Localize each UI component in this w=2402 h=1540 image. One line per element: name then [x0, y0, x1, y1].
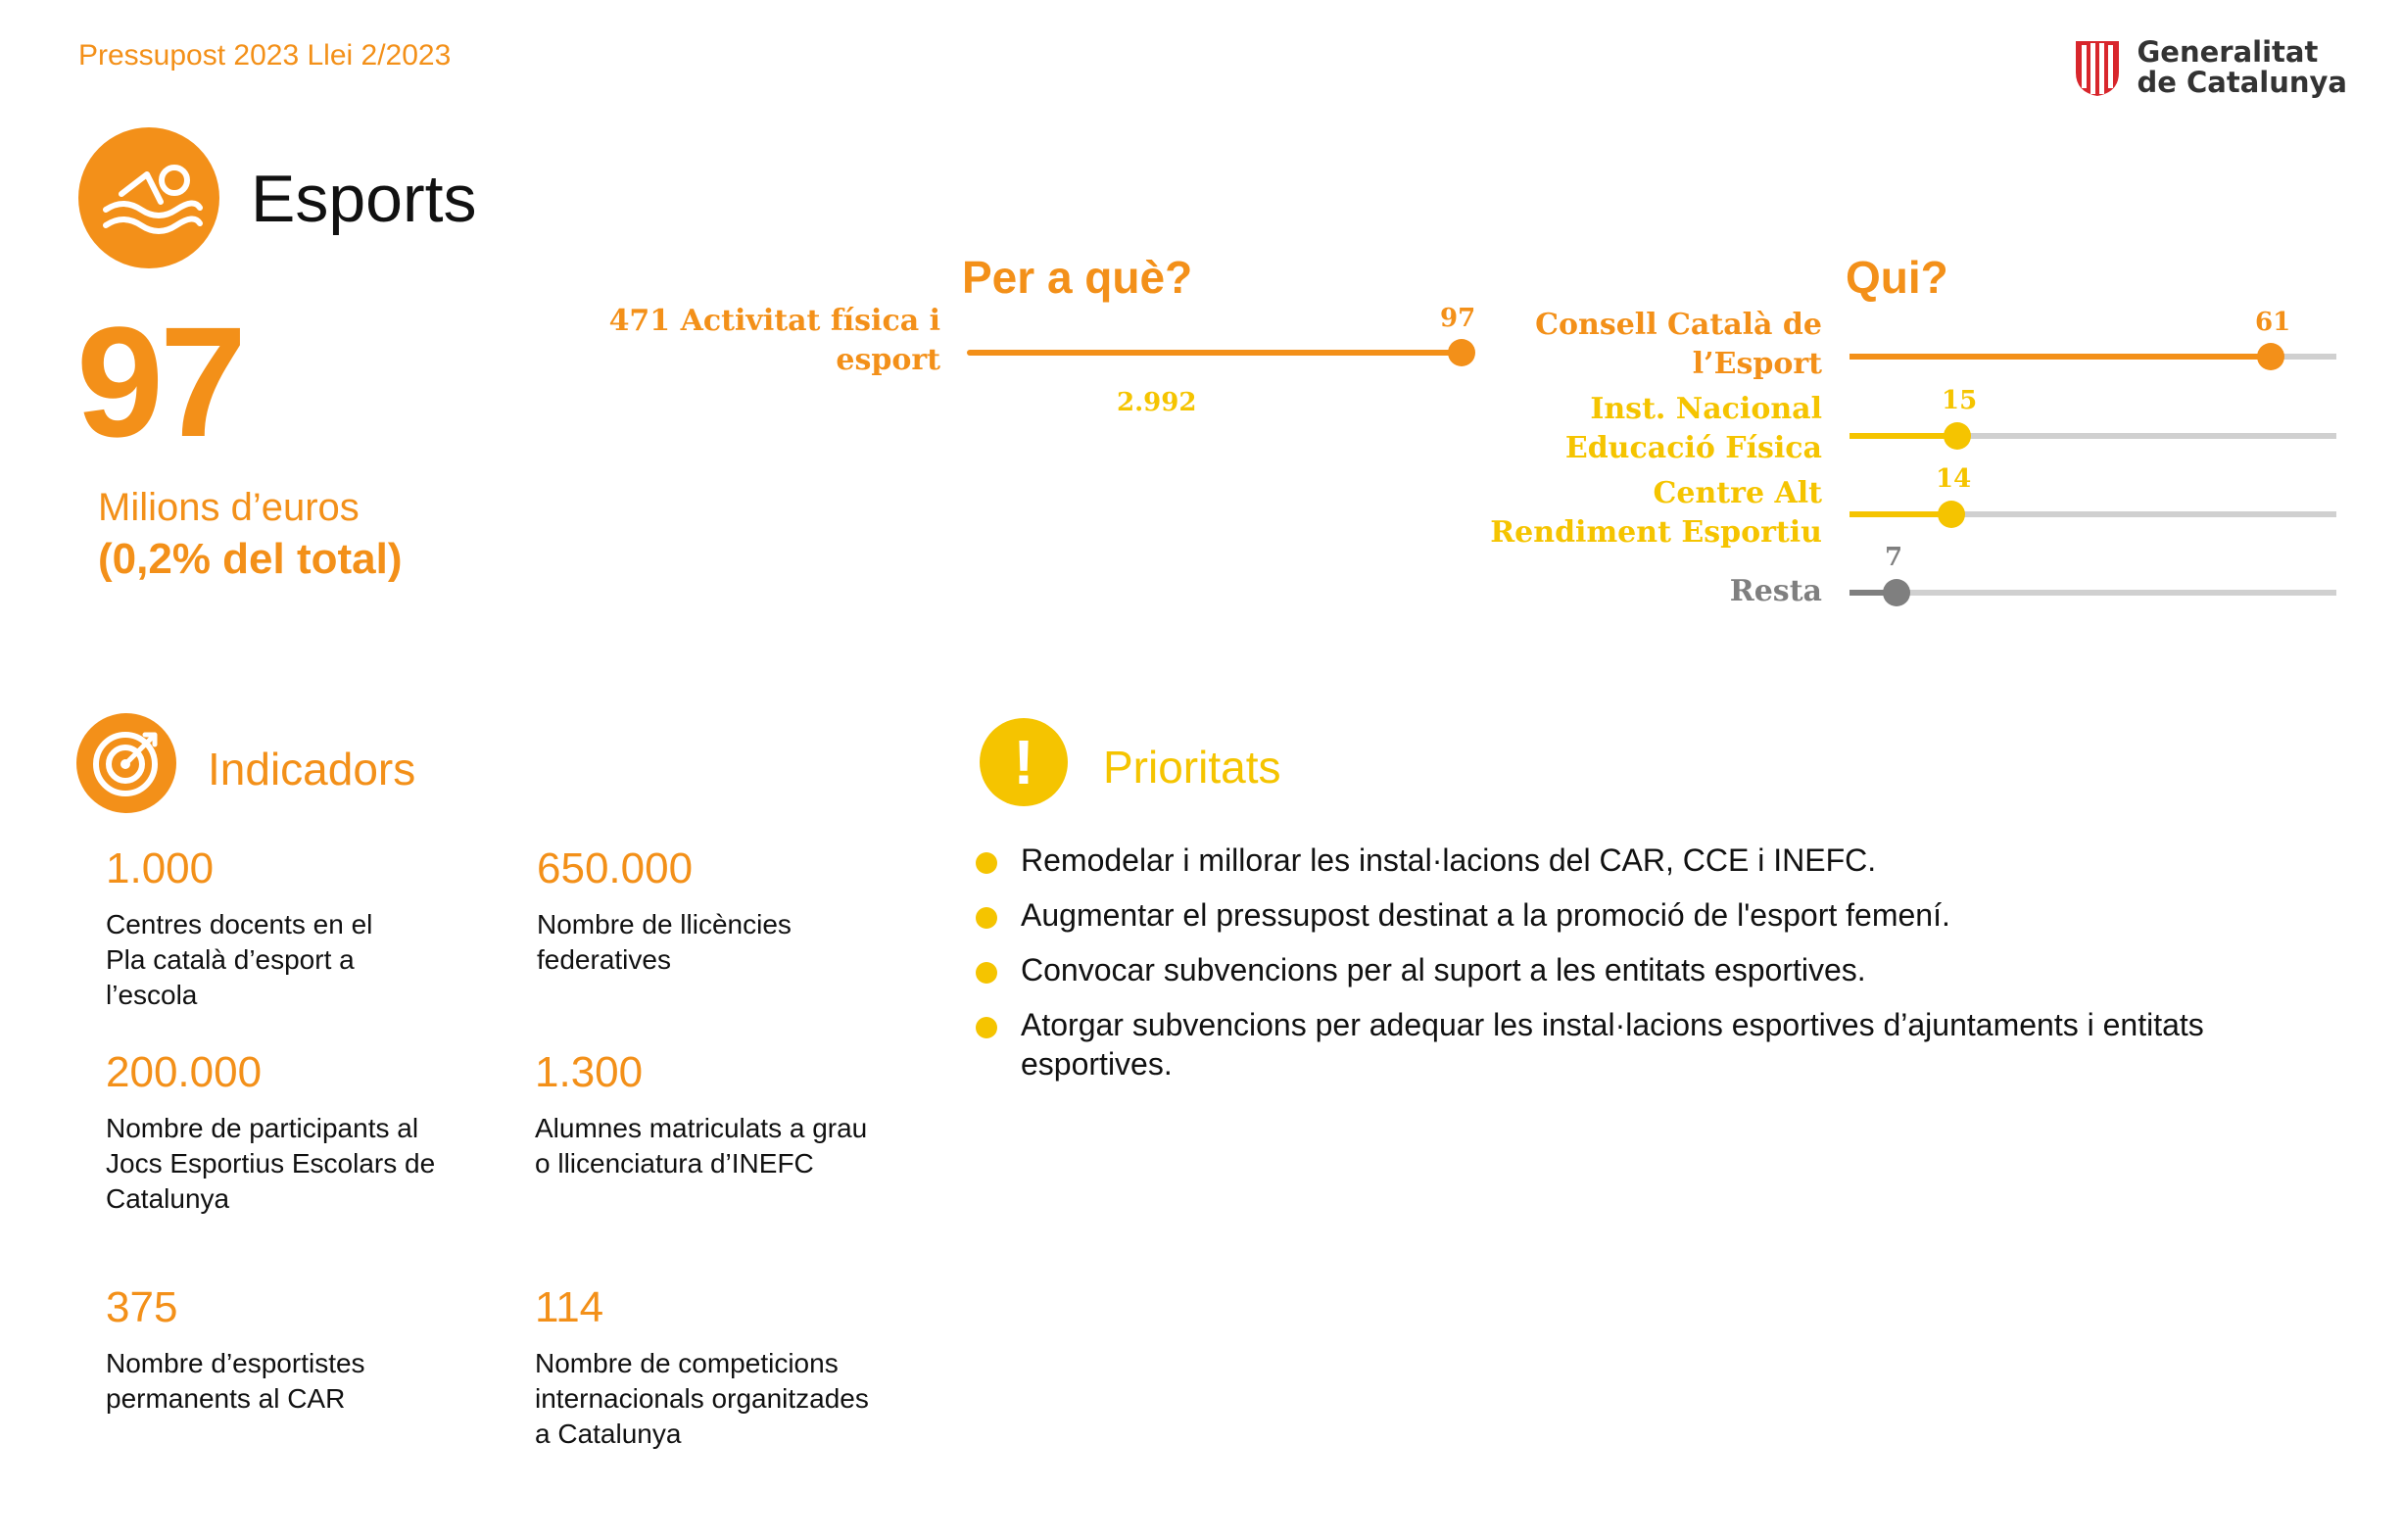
total-amount: 97: [76, 294, 243, 469]
indicator-label: [106, 1111, 517, 1217]
swimmer-icon: [78, 127, 219, 268]
exclamation-icon: !: [980, 718, 1068, 806]
indicator-label-line: Nombre de competicions: [535, 1348, 839, 1378]
bullet-dot-icon: [976, 907, 997, 929]
logo-line2: de Catalunya: [2137, 66, 2347, 99]
priority-item: [976, 1005, 2249, 1083]
per-que-label: [549, 302, 940, 380]
indicator-label: [535, 1111, 966, 1181]
qui-label-line2: l’Esport: [1692, 347, 1822, 381]
priority-item: [976, 950, 2249, 989]
logo-line1: Generalitat: [2137, 35, 2319, 69]
priority-text: Remodelar i millorar les instal·lacions del CAR, CCE i INEFC.: [1021, 842, 1877, 878]
qui-value-cce: 61: [2255, 308, 2291, 337]
section-title: Esports: [251, 162, 477, 236]
senyera-icon: [2072, 37, 2123, 98]
per-que-bar: [960, 333, 1489, 372]
indicator-label-line: Nombre de llicències: [537, 909, 792, 939]
bullet-dot-icon: [976, 1017, 997, 1038]
qui-bars: [1842, 294, 2351, 617]
indicator-item: [537, 844, 948, 978]
per-que-label-line2: esport: [836, 343, 940, 377]
priority-text: Atorgar subvencions per adequar les instal·lacions esportives d’ajuntaments i entitats esportives.: [1021, 1007, 2204, 1082]
qui-label-line1: Consell Català de: [1535, 308, 1822, 342]
priority-item: [976, 895, 2249, 935]
per-que-value: 97: [1440, 304, 1476, 333]
indicator-label-line: internacionals organitzades: [535, 1383, 869, 1414]
indicators-title: Indicadors: [208, 744, 416, 794]
indicator-item: [106, 844, 478, 1013]
priorities-list: [976, 841, 2249, 1099]
qui-title: Qui?: [1846, 252, 1948, 303]
indicator-label-line: federatives: [537, 944, 671, 975]
qui-label-line1: Resta: [1729, 574, 1822, 608]
qui-label-line1: Inst. Nacional: [1590, 392, 1822, 426]
per-que-label-line1: 471 Activitat física i: [608, 304, 940, 338]
indicator-value: 114: [535, 1283, 604, 1331]
indicator-value: 375: [106, 1283, 178, 1331]
indicator-label-line: Alumnes matriculats a grau: [535, 1113, 868, 1143]
qui-bar-inefc: [1850, 422, 2336, 450]
qui-label-car: [1430, 474, 1822, 553]
indicator-label-line: Pla català d’esport a: [106, 944, 355, 975]
indicator-label-line: permanents al CAR: [106, 1383, 346, 1414]
indicator-item: [106, 1048, 517, 1217]
priority-text: Augmentar el pressupost destinat a la promoció de l'esport femení.: [1021, 897, 1950, 933]
priority-item: [976, 841, 2249, 880]
indicator-value: 1.300: [535, 1048, 644, 1096]
indicator-value: 200.000: [106, 1048, 263, 1096]
qui-label-cce: [1430, 306, 1822, 384]
indicator-label-line: Catalunya: [106, 1183, 230, 1214]
qui-label-line2: Educació Física: [1564, 431, 1822, 465]
qui-label-line2: Rendiment Esportiu: [1490, 515, 1822, 550]
total-unit: Milions d’euros: [98, 486, 360, 529]
per-que-subvalue: 2.992: [1117, 388, 1197, 417]
indicator-value: 1.000: [106, 844, 215, 892]
qui-value-car: 14: [1936, 464, 1972, 494]
indicator-label: [537, 907, 948, 978]
indicator-label-line: o llicenciatura d’INEFC: [535, 1148, 814, 1179]
indicator-item: [535, 1048, 966, 1181]
indicator-item: [535, 1283, 966, 1452]
indicator-label: [535, 1346, 966, 1452]
target-icon: [76, 713, 176, 813]
per-que-title: Per a què?: [962, 252, 1193, 303]
bullet-dot-icon: [976, 852, 997, 874]
generalitat-logo: [2072, 37, 2347, 98]
indicator-label: [106, 1346, 517, 1417]
total-share: (0,2% del total): [98, 535, 403, 583]
indicator-label-line: Jocs Esportius Escolars de: [106, 1148, 436, 1179]
indicator-label-line: Nombre de participants al: [106, 1113, 419, 1143]
qui-bar-car: [1850, 501, 2336, 528]
indicator-label-line: Nombre d’esportistes: [106, 1348, 365, 1378]
qui-value-inefc: 15: [1942, 386, 1978, 415]
qui-bar-cce: [1850, 343, 2336, 370]
document-header: Pressupost 2023 Llei 2/2023: [78, 39, 452, 72]
qui-label-line1: Centre Alt: [1653, 476, 1822, 510]
bullet-dot-icon: [976, 962, 997, 984]
indicator-value: 650.000: [537, 844, 694, 892]
indicator-item: [106, 1283, 517, 1417]
indicator-label-line: Centres docents en el: [106, 909, 373, 939]
qui-bar-resta: [1850, 579, 2336, 606]
qui-value-resta: 7: [1885, 543, 1903, 572]
qui-label-inefc: [1430, 390, 1822, 468]
indicator-label-line: a Catalunya: [535, 1419, 682, 1449]
qui-label-resta: [1430, 572, 1822, 611]
indicator-label-line: l’escola: [106, 980, 198, 1010]
indicator-label: [106, 907, 478, 1013]
priority-text: Convocar subvencions per al suport a les entitats esportives.: [1021, 952, 1866, 987]
priorities-title: Prioritats: [1103, 742, 1281, 793]
